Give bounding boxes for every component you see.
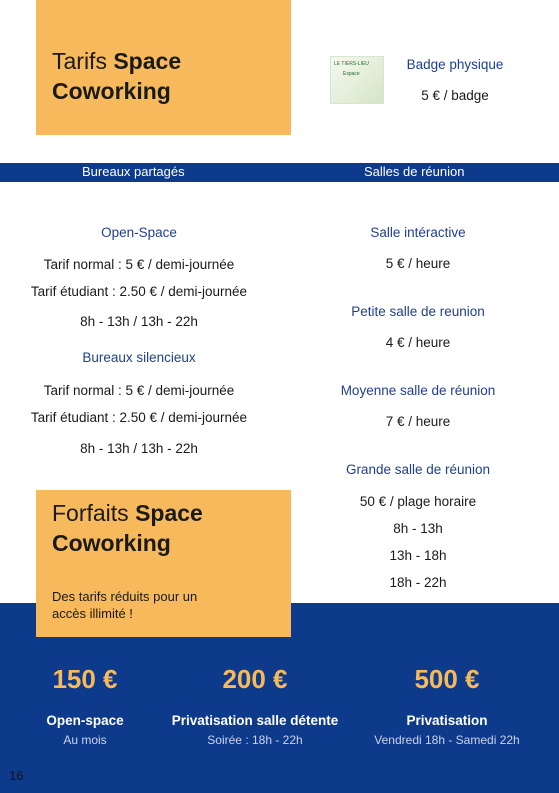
room-small-heading: Petite salle de reunion bbox=[351, 304, 485, 319]
forfaits-box bbox=[36, 490, 291, 637]
room-large-heading: Grande salle de réunion bbox=[345, 462, 491, 477]
badge-image-text: LE TIERS-LIEU bbox=[334, 61, 369, 67]
forfaits-description-line: Des tarifs réduits pour un bbox=[52, 589, 198, 604]
room-medium-heading: Moyenne salle de réunion bbox=[340, 383, 496, 398]
silent-offices-line: Tarif étudiant : 2.50 € / demi-journée bbox=[30, 410, 248, 425]
room-large-slot: 13h - 18h bbox=[389, 548, 447, 563]
open-space-line: Tarif normal : 5 € / demi-journée bbox=[43, 257, 235, 272]
forfaits-description bbox=[52, 588, 272, 622]
badge-price: 5 € / badge bbox=[421, 88, 489, 103]
badge-image bbox=[330, 56, 384, 104]
room-medium-price: 7 € / heure bbox=[385, 414, 451, 429]
room-interactive-heading: Salle intéractive bbox=[370, 225, 466, 240]
forfaits-description-line: accès illimité ! bbox=[52, 606, 133, 621]
silent-offices-hours: 8h - 13h / 13h - 22h bbox=[80, 441, 198, 456]
forfaits-title-bold-space: Space bbox=[135, 500, 203, 526]
badge-image-text-2: Espace bbox=[343, 71, 360, 77]
page-title bbox=[52, 46, 181, 106]
band-shared-offices: Bureaux partagés bbox=[82, 164, 185, 179]
plan-price: 150 € bbox=[52, 664, 118, 694]
plan-sub: Vendredi 18h - Samedi 22h bbox=[374, 733, 520, 747]
plan-label: Privatisation salle détente bbox=[171, 713, 339, 728]
forfaits-title bbox=[52, 498, 203, 558]
plan-label: Privatisation bbox=[406, 713, 488, 728]
plan-sub: Soirée : 18h - 22h bbox=[207, 733, 303, 747]
badge-label: Badge physique bbox=[406, 57, 504, 72]
room-interactive-price: 5 € / heure bbox=[385, 256, 451, 271]
room-large-price: 50 € / plage horaire bbox=[359, 494, 477, 509]
title-bold-coworking: Coworking bbox=[52, 78, 171, 104]
room-large-slot: 8h - 13h bbox=[393, 521, 443, 536]
forfaits-title-bold-coworking: Coworking bbox=[52, 530, 171, 556]
open-space-line: Tarif étudiant : 2.50 € / demi-journée bbox=[30, 284, 248, 299]
title-box bbox=[36, 0, 291, 135]
plan-label: Open-space bbox=[46, 713, 124, 728]
room-large-slot: 18h - 22h bbox=[389, 575, 447, 590]
room-small-price: 4 € / heure bbox=[385, 335, 451, 350]
band-meeting-rooms: Salles de réunion bbox=[364, 164, 465, 179]
plan-sub: Au mois bbox=[63, 733, 107, 747]
plan-price: 200 € bbox=[222, 664, 288, 694]
silent-offices-heading: Bureaux silencieux bbox=[82, 350, 196, 365]
title-light: Tarifs bbox=[52, 48, 107, 74]
page-number: 16 bbox=[9, 768, 24, 783]
plan-price: 500 € bbox=[414, 664, 480, 694]
silent-offices-line: Tarif normal : 5 € / demi-journée bbox=[43, 383, 235, 398]
section-band bbox=[0, 163, 559, 182]
title-bold-space: Space bbox=[113, 48, 182, 74]
forfaits-title-light: Forfaits bbox=[52, 500, 129, 526]
open-space-hours: 8h - 13h / 13h - 22h bbox=[80, 314, 198, 329]
open-space-heading: Open-Space bbox=[101, 225, 177, 240]
